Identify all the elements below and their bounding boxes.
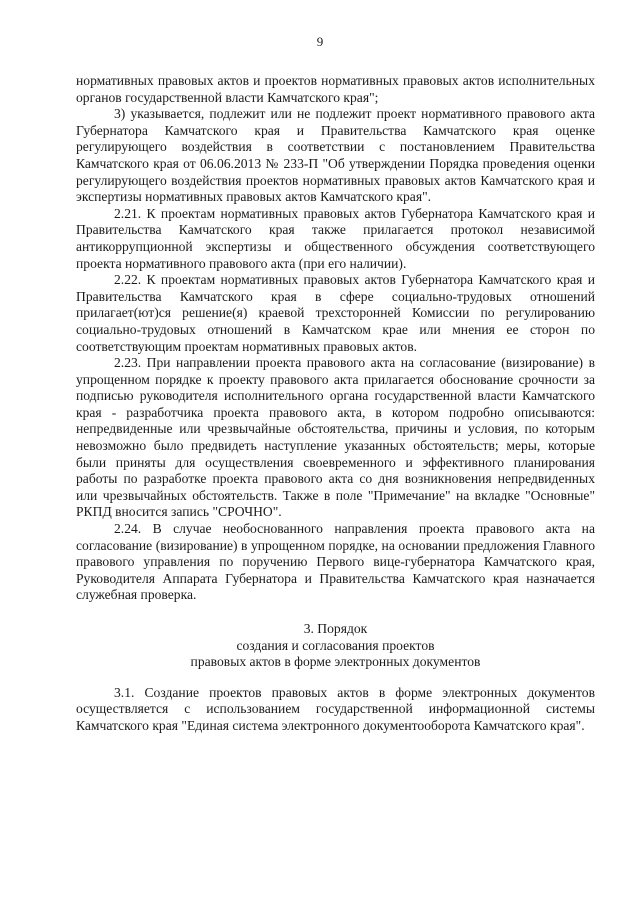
section-3-heading bbox=[76, 621, 595, 671]
document-body bbox=[76, 73, 595, 735]
section-spacer bbox=[76, 671, 595, 685]
paragraph-3-1: 3.1. Создание проектов правовых актов в форме электронных документов осуществляется с использованием государственной информационной системы Камчатского края "Единая система электронного документооборота Камчатского края". bbox=[76, 684, 595, 733]
page-number: 9 bbox=[316, 34, 324, 49]
paragraph-2-23: 2.23. При направлении проекта правового акта на согласование (визирование) в упрощенном порядке к проекту правового акта прилагается обоснование срочности за подписью руководителя исполнительного органа государственной власти Камчатского края - разработчика проекта правового акта, в котором подробно описываются: непредвиденные или чрезвычайные обстоятельства, причины и условия, по которым невозможно было предвидеть наступление указанных обстоятельств; меры, которые были приняты для осуществления своевременного и эффективного планирования работы по разработке проекта правового акта со дня возникновения непредвиденных или чрезвычайных обстоятельств. Также в поле "Примечание" на вкладке "Основные" РКПД вносится запись "СРОЧНО". bbox=[76, 355, 595, 520]
section-3-subtitle-line-2: правовых актов в форме электронных документов bbox=[190, 654, 481, 670]
paragraph-2-22: 2.22. К проектам нормативных правовых актов Губернатора Камчатского края и Правительства Камчатского края в сфере социально-трудовых отношений прилагает(ют)ся решение(я) краевой трехсторонней Комиссии по регулированию социально-трудовых отношений в Камчатском крае или мнения ее сторон по соответствующим проектам нормативных правовых актов. bbox=[76, 272, 595, 354]
section-3-title: 3. Порядок bbox=[303, 621, 368, 636]
paragraph-item-3: 3) указывается, подлежит или не подлежит проект нормативного правового акта Губернатора Камчатского края и Правительства Камчатского края оценке регулирующего воздействия в соответствии с постановлением Правительства Камчатского края от 06.06.2013 № 233-П "Об утверждении Порядка проведения оценки регулирующего воздействия проектов нормативных правовых актов Камчатского края и экспертизы нормативных правовых актов Камчатского края". bbox=[76, 106, 595, 205]
section-3-subtitle-line-1: создания и согласования проектов bbox=[236, 637, 435, 653]
paragraph-continuation: нормативных правовых актов и проектов нормативных правовых актов исполнительных органов государственной власти Камчатского края"; bbox=[76, 73, 595, 105]
paragraph-2-24: 2.24. В случае необоснованного направления проекта правового акта на согласование (визирование) в упрощенном порядке, на основании предложения Главного правового управления по поручению Первого вице-губернатора Камчатского края, Руководителя Аппарата Губернатора и Правительства Камчатского края назначается служебная проверка. bbox=[76, 521, 595, 603]
paragraph-2-21: 2.21. К проектам нормативных правовых актов Губернатора Камчатского края и Правительства Камчатского края также прилагается протокол независимой антикоррупционной экспертизы и общественного обсуждения соответствующего проекта нормативного правового акта (при его наличии). bbox=[76, 205, 595, 271]
